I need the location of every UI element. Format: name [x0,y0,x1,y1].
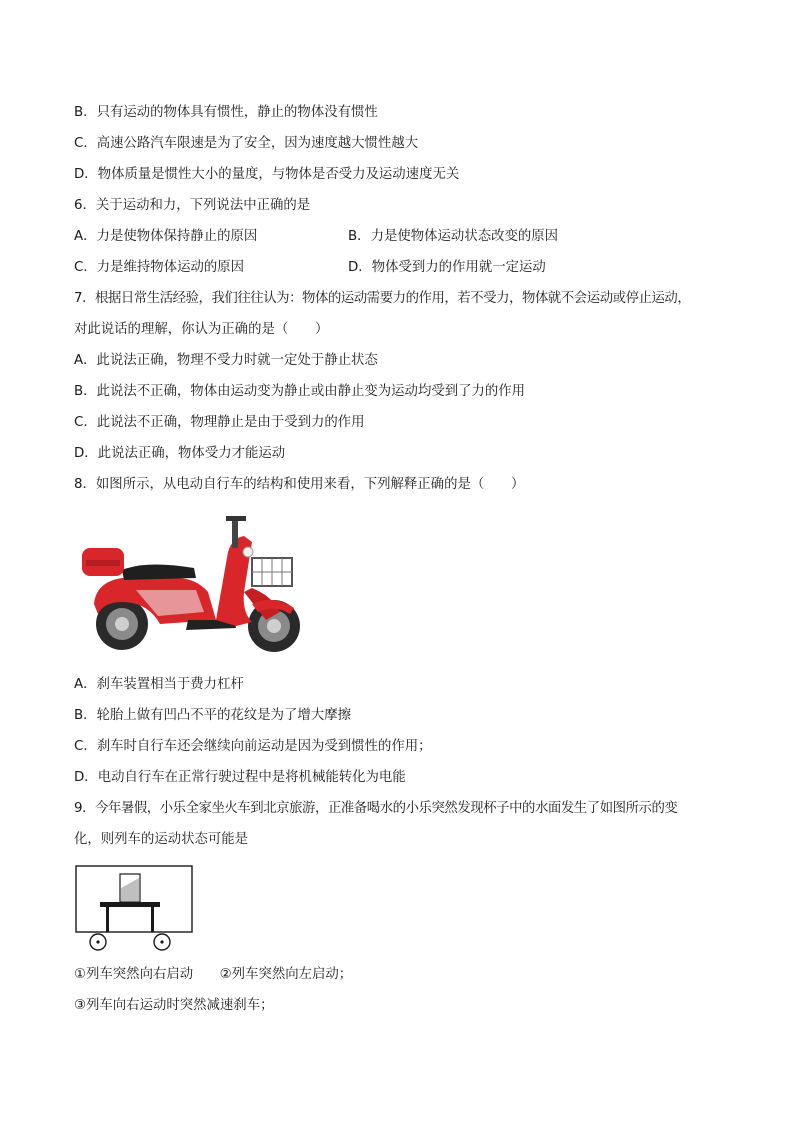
q9-stem-line1: 9．今年暑假，小乐全家坐火车到北京旅游，正准备喝水的小乐突然发现杯子中的水面发生了如图所示的变 [74,801,678,816]
q5-option-d: D．物体质量是惯性大小的量度，与物体是否受力及运动速度无关 [74,167,460,182]
q6-row-2 [74,259,734,277]
q6-stem: 6．关于运动和力，下列说法中正确的是 [74,198,311,213]
q7-option-c: C．此说法不正确，物理静止是由于受到力的作用 [74,415,365,430]
q8-option-a: A．刹车装置相当于费力杠杆 [74,677,244,692]
q7-option-a: A．此说法正确，物理不受力时就一定处于静止状态 [74,353,378,368]
q9-option-3: ③列车向右运动时突然减速刹车； [74,998,274,1013]
q9-option-1: ①列车突然向右启动 [74,967,194,982]
q9-row-options [74,966,352,984]
q7-option-d: D．此说法正确，物体受力才能运动 [74,446,286,461]
q7-stem-line1: 7．根据日常生活经验，我们往往认为：物体的运动需要力的作用，若不受力，物体就不会运动或停止运动， [74,291,691,306]
q5-option-c: C．高速公路汽车限速是为了安全，因为速度越大惯性越大 [74,136,419,151]
q7-stem-line2: 对此说话的理解，你认为正确的是（ ） [74,322,329,337]
q7-option-b: B．此说法不正确，物体由运动变为静止或由静止变为运动均受到了力的作用 [74,384,526,399]
q5-option-b: B．只有运动的物体具有惯性，静止的物体没有惯性 [74,105,378,120]
q6-option-a: A．力是使物体保持静止的原因 [74,229,258,244]
q6-option-b: B．力是使物体运动状态改变的原因 [348,229,559,244]
q8-stem: 8．如图所示，从电动自行车的结构和使用来看，下列解释正确的是（ ） [74,477,525,492]
electric-scooter-figure [76,512,306,658]
q8-option-b: B．轮胎上做有凹凸不平的花纹是为了增大摩擦 [74,708,351,723]
q6-row-1 [74,228,734,246]
q8-option-d: D．电动自行车在正常行驶过程中是将机械能转化为电能 [74,770,406,785]
q9-stem-line2: 化，则列车的运动状态可能是 [74,832,249,847]
q6-option-d: D．物体受到力的作用就一定运动 [348,260,546,275]
q8-option-c: C．刹车时自行车还会继续向前运动是因为受到惯性的作用； [74,739,432,754]
q9-option-2: ②列车突然向左启动； [219,967,353,982]
q6-option-c: C．力是维持物体运动的原因 [74,260,245,275]
train-cup-figure [74,864,196,954]
